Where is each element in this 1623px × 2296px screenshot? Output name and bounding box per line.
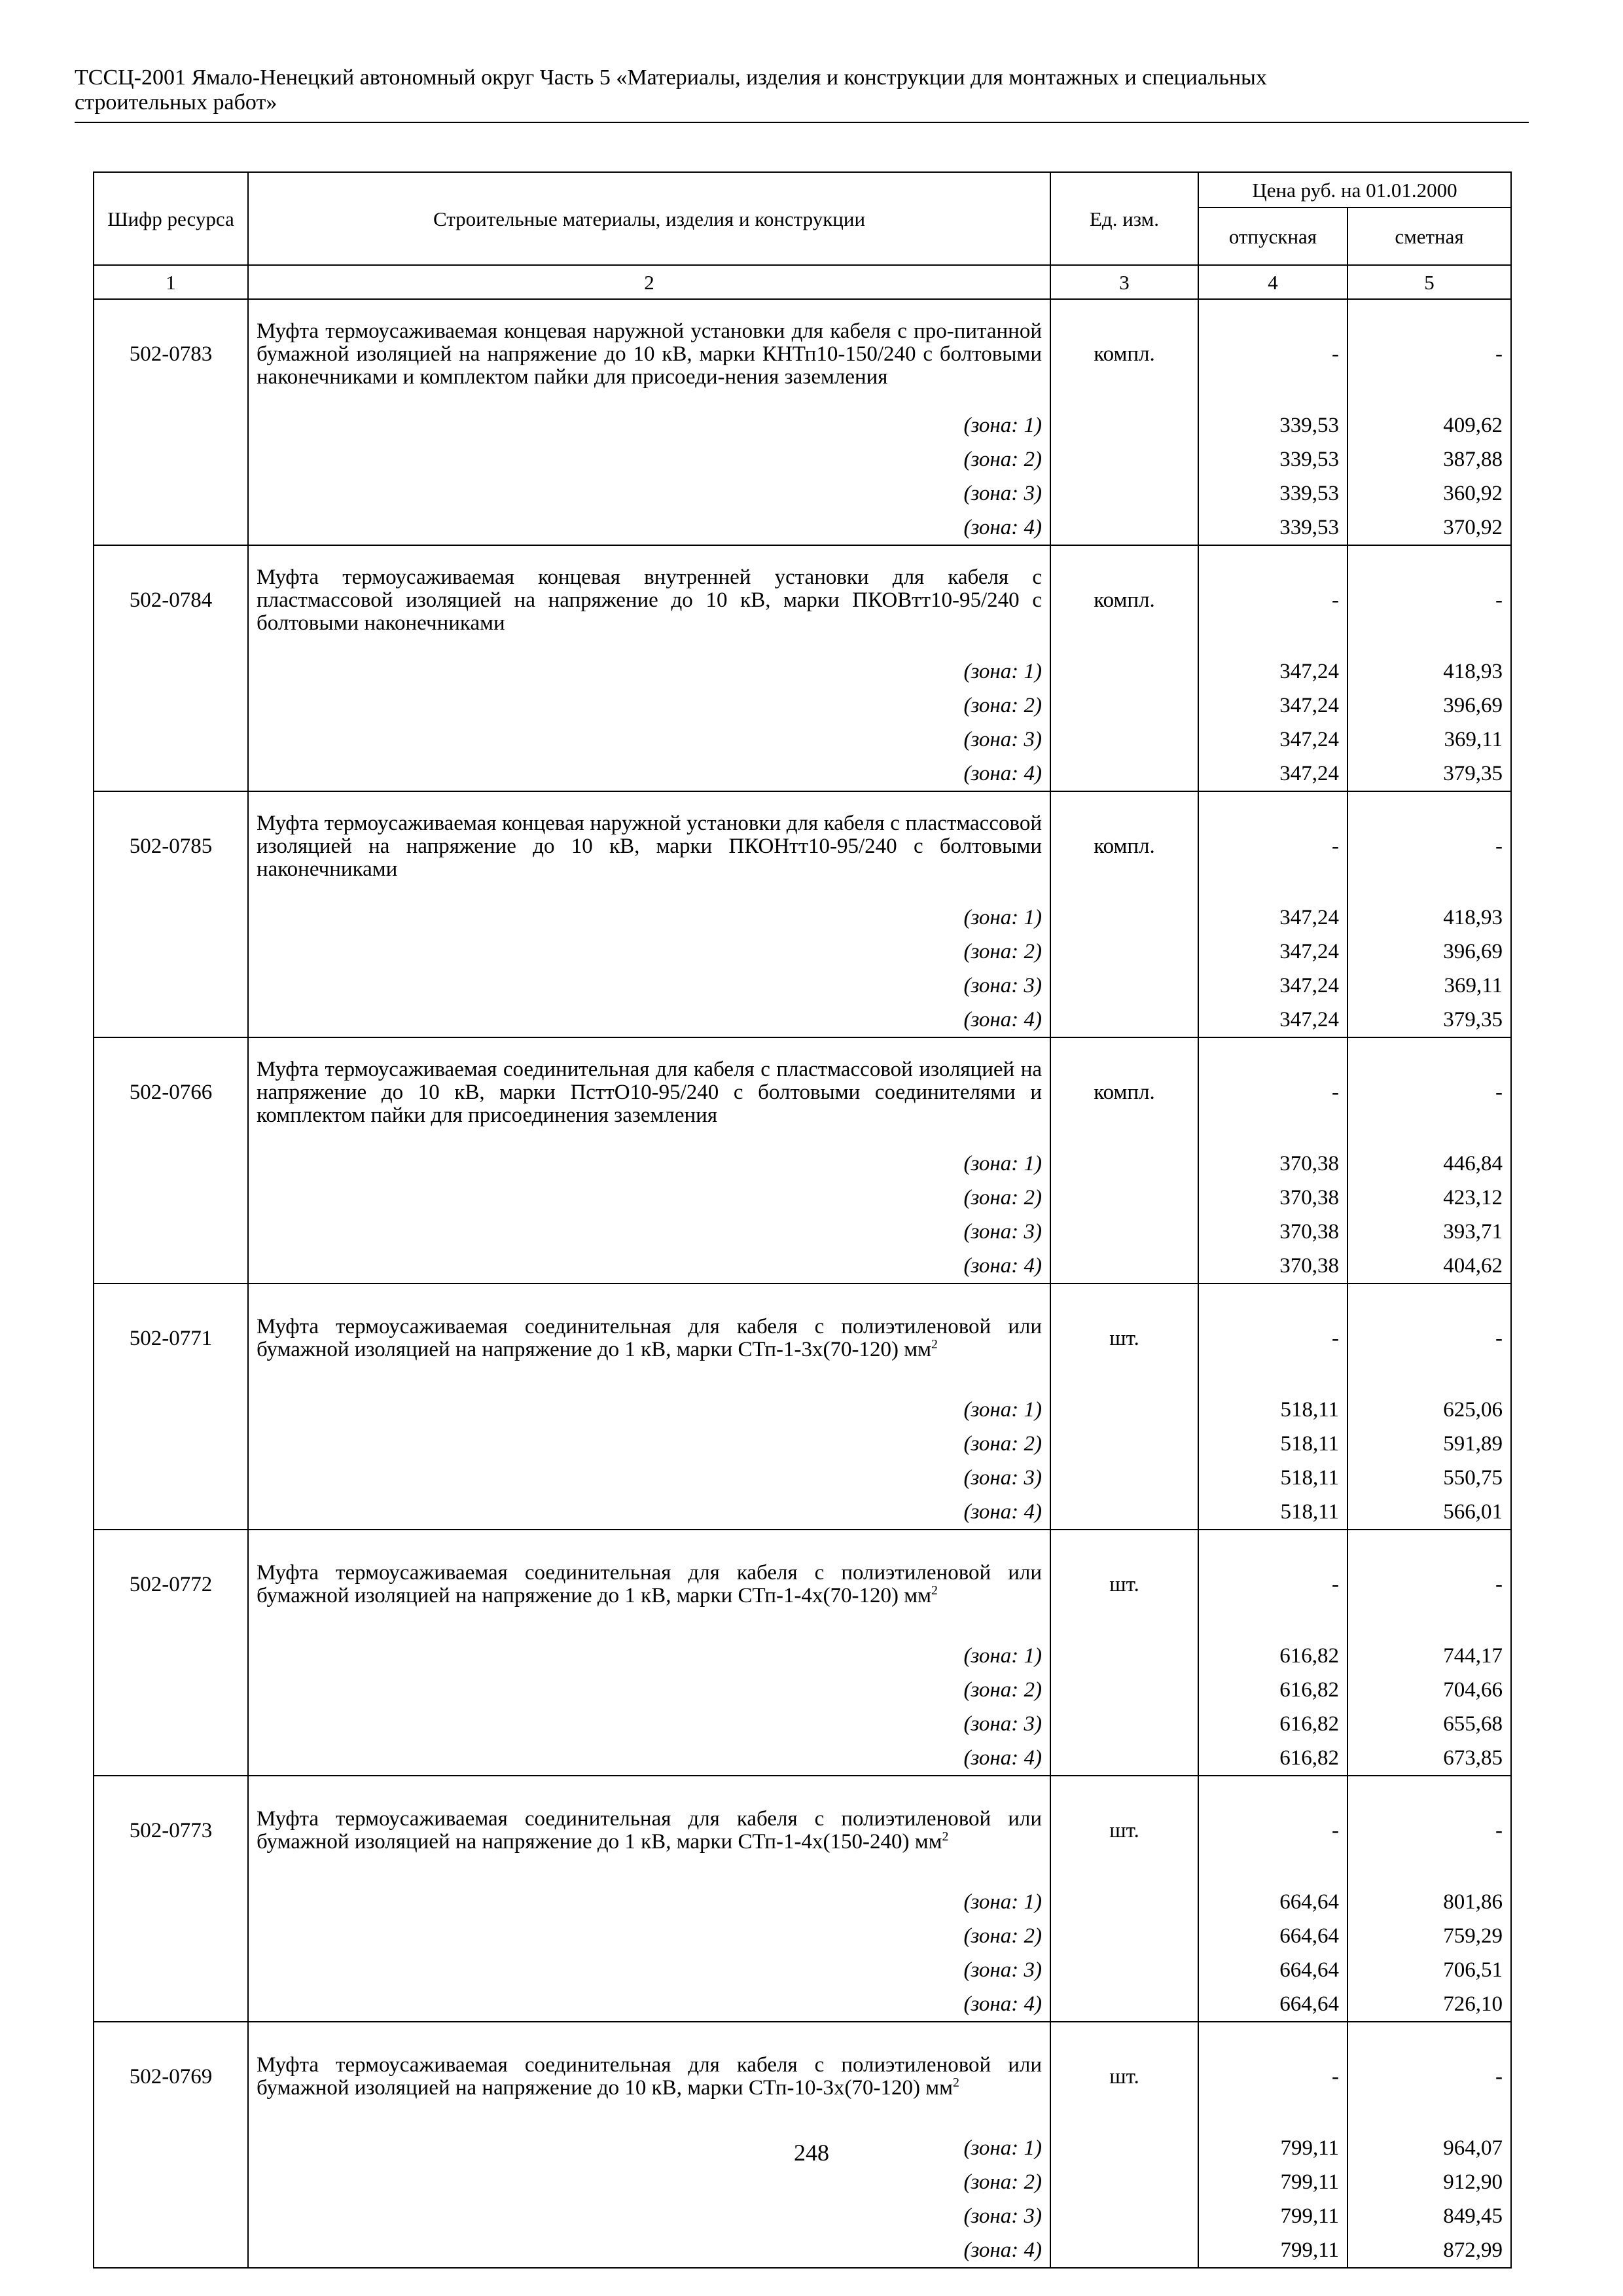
empty-cell — [94, 511, 248, 545]
empty-cell — [94, 1639, 248, 1673]
empty-cell — [1050, 1393, 1198, 1427]
material-name: Муфта термоусаживаемая соединительная для кабеля с полиэтиленовой или бумажной изоляцией на напряжение до 10 кВ, марки СТп-10-3х(70-120) мм — [257, 2053, 1042, 2100]
zone-release-price: 664,64 — [1198, 1885, 1347, 1919]
zone-label: (зона: 4) — [248, 1741, 1050, 1776]
zone-row — [94, 1461, 1511, 1495]
header-line-2: строительных работ» — [75, 90, 277, 115]
zone-release-price: 339,53 — [1198, 511, 1347, 545]
empty-cell — [94, 1249, 248, 1283]
zone-estimate-price: 446,84 — [1347, 1147, 1511, 1181]
empty-cell — [94, 689, 248, 723]
release-price: - — [1198, 299, 1347, 408]
resource-code: 502-0771 — [94, 1283, 248, 1393]
column-header-release-price: отпускная — [1198, 207, 1347, 265]
zone-release-price: 370,38 — [1198, 1249, 1347, 1283]
material-description — [248, 1283, 1050, 1393]
empty-cell — [1050, 1427, 1198, 1461]
table-row — [94, 1530, 1511, 1639]
table-row — [94, 545, 1511, 655]
material-name: Муфта термоусаживаемая концевая наружной установки для кабеля с пластмассовой изоляцией на напряжение до 10 кВ, марки ПКОНтт10-95/240 с болтовыми наконечниками — [257, 811, 1042, 881]
zone-label: (зона: 1) — [248, 655, 1050, 689]
empty-cell — [94, 1003, 248, 1037]
empty-cell — [94, 2165, 248, 2199]
zone-label: (зона: 4) — [248, 511, 1050, 545]
zone-release-price: 664,64 — [1198, 1919, 1347, 1953]
empty-cell — [94, 723, 248, 757]
zone-row — [94, 1215, 1511, 1249]
zone-row — [94, 2165, 1511, 2199]
zone-estimate-price: 872,99 — [1347, 2233, 1511, 2268]
release-price: - — [1198, 545, 1347, 655]
zone-label: (зона: 4) — [248, 2233, 1050, 2268]
material-name: Муфта термоусаживаемая концевая внутренней установки для кабеля с пластмассовой изоляцией на напряжение до 10 кВ, марки ПКОВтт10-95/240 с болтовыми наконечниками — [257, 565, 1042, 635]
zone-release-price: 370,38 — [1198, 1181, 1347, 1215]
zone-label: (зона: 1) — [248, 1885, 1050, 1919]
empty-cell — [1050, 757, 1198, 791]
unit-of-measure: шт. — [1050, 1283, 1198, 1393]
zone-label: (зона: 2) — [248, 442, 1050, 476]
empty-cell — [94, 969, 248, 1003]
zone-release-price: 616,82 — [1198, 1707, 1347, 1741]
release-price: - — [1198, 791, 1347, 901]
zone-label: (зона: 3) — [248, 476, 1050, 511]
empty-cell — [1050, 689, 1198, 723]
zone-label: (зона: 2) — [248, 1673, 1050, 1707]
zone-release-price: 518,11 — [1198, 1427, 1347, 1461]
zone-release-price: 664,64 — [1198, 1953, 1347, 1987]
estimate-price: - — [1347, 2022, 1511, 2131]
release-price: - — [1198, 1530, 1347, 1639]
empty-cell — [1050, 723, 1198, 757]
material-description — [248, 545, 1050, 655]
empty-cell — [1050, 655, 1198, 689]
empty-cell — [94, 655, 248, 689]
zone-release-price: 664,64 — [1198, 1987, 1347, 2022]
zone-estimate-price: 726,10 — [1347, 1987, 1511, 2022]
empty-cell — [1050, 935, 1198, 969]
empty-cell — [94, 935, 248, 969]
empty-cell — [1050, 1147, 1198, 1181]
zone-label: (зона: 3) — [248, 1707, 1050, 1741]
empty-cell — [1050, 901, 1198, 935]
empty-cell — [94, 1741, 248, 1776]
zone-release-price: 799,11 — [1198, 2199, 1347, 2233]
zone-release-price: 370,38 — [1198, 1215, 1347, 1249]
zone-estimate-price: 418,93 — [1347, 901, 1511, 935]
column-header-unit: Ед. изм. — [1050, 172, 1198, 265]
empty-cell — [94, 2199, 248, 2233]
resource-code: 502-0766 — [94, 1037, 248, 1147]
resource-code: 502-0769 — [94, 2022, 248, 2131]
empty-cell — [1050, 408, 1198, 442]
zone-row — [94, 1885, 1511, 1919]
empty-cell — [1050, 1919, 1198, 1953]
zone-estimate-price: 387,88 — [1347, 442, 1511, 476]
empty-cell — [94, 1147, 248, 1181]
zone-label: (зона: 3) — [248, 1953, 1050, 1987]
unit-of-measure: шт. — [1050, 1776, 1198, 1885]
zone-label: (зона: 4) — [248, 1495, 1050, 1530]
zone-estimate-price: 706,51 — [1347, 1953, 1511, 1987]
zone-label: (зона: 3) — [248, 2199, 1050, 2233]
zone-estimate-price: 396,69 — [1347, 689, 1511, 723]
zone-row — [94, 901, 1511, 935]
column-header-estimate-price: сметная — [1347, 207, 1511, 265]
zone-estimate-price: 849,45 — [1347, 2199, 1511, 2233]
zone-release-price: 339,53 — [1198, 408, 1347, 442]
zone-estimate-price: 379,35 — [1347, 1003, 1511, 1037]
zone-estimate-price: 566,01 — [1347, 1495, 1511, 1530]
zone-release-price: 518,11 — [1198, 1393, 1347, 1427]
zone-row — [94, 2199, 1511, 2233]
empty-cell — [1050, 1461, 1198, 1495]
material-name: Муфта термоусаживаемая концевая наружной установки для кабеля с про-питанной бумажной изоляцией на напряжение до 10 кВ, марки КНТп10-150/240 с болтовыми наконечниками и комплектом пайки для присоеди-нения заземления — [257, 319, 1042, 389]
zone-estimate-price: 625,06 — [1347, 1393, 1511, 1427]
zone-row — [94, 476, 1511, 511]
zone-estimate-price: 801,86 — [1347, 1885, 1511, 1919]
empty-cell — [1050, 1181, 1198, 1215]
unit-exponent: 2 — [952, 2075, 959, 2090]
empty-cell — [1050, 1741, 1198, 1776]
empty-cell — [94, 1673, 248, 1707]
empty-cell — [94, 1495, 248, 1530]
table-row — [94, 1037, 1511, 1147]
column-number: 4 — [1198, 265, 1347, 299]
unit-of-measure: компл. — [1050, 545, 1198, 655]
column-header-name: Строительные материалы, изделия и конструкции — [248, 172, 1050, 265]
empty-cell — [1050, 442, 1198, 476]
zone-release-price: 347,24 — [1198, 655, 1347, 689]
table-row — [94, 299, 1511, 408]
empty-cell — [1050, 2199, 1198, 2233]
empty-cell — [1050, 1987, 1198, 2022]
unit-of-measure: компл. — [1050, 791, 1198, 901]
empty-cell — [1050, 969, 1198, 1003]
zone-row — [94, 1987, 1511, 2022]
material-name: Муфта термоусаживаемая соединительная для кабеля с полиэтиленовой или бумажной изоляцией на напряжение до 1 кВ, марки СТп-1-4х(70-120) мм — [257, 1561, 1042, 1607]
material-name: Муфта термоусаживаемая соединительная для кабеля с полиэтиленовой или бумажной изоляцией на напряжение до 1 кВ, марки СТп-1-4х(150-240) мм — [257, 1807, 1042, 1854]
zone-row — [94, 689, 1511, 723]
unit-of-measure: шт. — [1050, 1530, 1198, 1639]
zone-label: (зона: 4) — [248, 1987, 1050, 2022]
zone-estimate-price: 550,75 — [1347, 1461, 1511, 1495]
zone-estimate-price: 369,11 — [1347, 723, 1511, 757]
zone-release-price: 347,24 — [1198, 689, 1347, 723]
column-header-price: Цена руб. на 01.01.2000 — [1198, 172, 1511, 207]
estimate-price: - — [1347, 791, 1511, 901]
table-row — [94, 791, 1511, 901]
zone-estimate-price: 369,11 — [1347, 969, 1511, 1003]
material-description — [248, 1530, 1050, 1639]
zone-row — [94, 757, 1511, 791]
zone-row — [94, 1003, 1511, 1037]
zone-label: (зона: 1) — [248, 901, 1050, 935]
material-name: Муфта термоусаживаемая соединительная для кабеля с полиэтиленовой или бумажной изоляцией на напряжение до 1 кВ, марки СТп-1-3х(70-120) мм — [257, 1315, 1042, 1361]
material-name: Муфта термоусаживаемая соединительная для кабеля с пластмассовой изоляцией на напряжение до 10 кВ, марки ПсттО10-95/240 с болтовыми соединителями и комплектом пайки для присоединения заземления — [257, 1057, 1042, 1127]
table-body — [94, 299, 1511, 2268]
release-price: - — [1198, 1037, 1347, 1147]
zone-row — [94, 1393, 1511, 1427]
column-number: 3 — [1050, 265, 1198, 299]
zone-label: (зона: 3) — [248, 1215, 1050, 1249]
empty-cell — [94, 1181, 248, 1215]
estimate-price: - — [1347, 1037, 1511, 1147]
empty-cell — [1050, 1249, 1198, 1283]
zone-row — [94, 1427, 1511, 1461]
zone-estimate-price: 409,62 — [1347, 408, 1511, 442]
resource-code: 502-0772 — [94, 1530, 248, 1639]
zone-estimate-price: 370,92 — [1347, 511, 1511, 545]
empty-cell — [94, 901, 248, 935]
zone-label: (зона: 3) — [248, 969, 1050, 1003]
zone-estimate-price: 673,85 — [1347, 1741, 1511, 1776]
empty-cell — [1050, 1639, 1198, 1673]
zone-label: (зона: 4) — [248, 1249, 1050, 1283]
unit-of-measure: шт. — [1050, 2022, 1198, 2131]
zone-estimate-price: 964,07 — [1347, 2131, 1511, 2165]
empty-cell — [1050, 1495, 1198, 1530]
empty-cell — [94, 1919, 248, 1953]
zone-release-price: 616,82 — [1198, 1639, 1347, 1673]
zone-release-price: 347,24 — [1198, 969, 1347, 1003]
unit-exponent: 2 — [942, 1829, 949, 1844]
column-number: 5 — [1347, 265, 1511, 299]
zone-row — [94, 442, 1511, 476]
zone-row — [94, 655, 1511, 689]
zone-row — [94, 1741, 1511, 1776]
table-header — [94, 172, 1511, 299]
zone-estimate-price: 591,89 — [1347, 1427, 1511, 1461]
zone-estimate-price: 744,17 — [1347, 1639, 1511, 1673]
resource-code: 502-0783 — [94, 299, 248, 408]
empty-cell — [1050, 1953, 1198, 1987]
empty-cell — [94, 1707, 248, 1741]
zone-estimate-price: 396,69 — [1347, 935, 1511, 969]
zone-release-price: 347,24 — [1198, 1003, 1347, 1037]
release-price: - — [1198, 1776, 1347, 1885]
unit-exponent: 2 — [931, 1583, 938, 1598]
empty-cell — [94, 757, 248, 791]
zone-release-price: 518,11 — [1198, 1495, 1347, 1530]
zone-estimate-price: 423,12 — [1347, 1181, 1511, 1215]
zone-release-price: 799,11 — [1198, 2131, 1347, 2165]
zone-label: (зона: 1) — [248, 2131, 1050, 2165]
zone-estimate-price: 759,29 — [1347, 1919, 1511, 1953]
empty-cell — [1050, 1673, 1198, 1707]
zone-row — [94, 408, 1511, 442]
column-number: 1 — [94, 265, 248, 299]
zone-release-price: 339,53 — [1198, 442, 1347, 476]
zone-release-price: 616,82 — [1198, 1741, 1347, 1776]
zone-row — [94, 935, 1511, 969]
empty-cell — [94, 1393, 248, 1427]
empty-cell — [94, 1953, 248, 1987]
empty-cell — [94, 1885, 248, 1919]
zone-row — [94, 1147, 1511, 1181]
empty-cell — [1050, 1215, 1198, 1249]
zone-estimate-price: 418,93 — [1347, 655, 1511, 689]
unit-exponent: 2 — [931, 1337, 938, 1352]
material-description — [248, 299, 1050, 408]
zone-label: (зона: 3) — [248, 1461, 1050, 1495]
zone-label: (зона: 2) — [248, 689, 1050, 723]
zone-label: (зона: 2) — [248, 935, 1050, 969]
zone-estimate-price: 655,68 — [1347, 1707, 1511, 1741]
empty-cell — [94, 2233, 248, 2268]
resource-code: 502-0773 — [94, 1776, 248, 1885]
empty-cell — [1050, 511, 1198, 545]
empty-cell — [1050, 476, 1198, 511]
zone-label: (зона: 2) — [248, 1919, 1050, 1953]
estimate-price: - — [1347, 545, 1511, 655]
empty-cell — [1050, 1707, 1198, 1741]
material-description — [248, 791, 1050, 901]
estimate-price: - — [1347, 1283, 1511, 1393]
empty-cell — [94, 1987, 248, 2022]
table-row — [94, 2022, 1511, 2131]
empty-cell — [94, 1427, 248, 1461]
material-description — [248, 1776, 1050, 1885]
zone-row — [94, 511, 1511, 545]
estimate-price: - — [1347, 1776, 1511, 1885]
zone-release-price: 799,11 — [1198, 2233, 1347, 2268]
empty-cell — [94, 442, 248, 476]
zone-release-price: 339,53 — [1198, 476, 1347, 511]
unit-of-measure: компл. — [1050, 1037, 1198, 1147]
empty-cell — [94, 476, 248, 511]
zone-release-price: 347,24 — [1198, 901, 1347, 935]
empty-cell — [1050, 2165, 1198, 2199]
zone-estimate-price: 379,35 — [1347, 757, 1511, 791]
table-row — [94, 1283, 1511, 1393]
zone-row — [94, 2233, 1511, 2268]
resource-code: 502-0785 — [94, 791, 248, 901]
zone-row — [94, 1495, 1511, 1530]
zone-label: (зона: 2) — [248, 2165, 1050, 2199]
zone-release-price: 799,11 — [1198, 2165, 1347, 2199]
zone-estimate-price: 404,62 — [1347, 1249, 1511, 1283]
empty-cell — [1050, 1003, 1198, 1037]
empty-cell — [1050, 2233, 1198, 2268]
release-price: - — [1198, 2022, 1347, 2131]
zone-release-price: 347,24 — [1198, 935, 1347, 969]
material-description — [248, 2022, 1050, 2131]
zone-label: (зона: 4) — [248, 757, 1050, 791]
resource-code: 502-0784 — [94, 545, 248, 655]
header-line-1: ТССЦ-2001 Ямало-Ненецкий автономный округ Часть 5 «Материалы, изделия и конструкции для монтажных и специальных — [75, 65, 1267, 90]
zone-label: (зона: 3) — [248, 723, 1050, 757]
zone-release-price: 518,11 — [1198, 1461, 1347, 1495]
zone-label: (зона: 1) — [248, 1147, 1050, 1181]
estimate-price: - — [1347, 299, 1511, 408]
zone-row — [94, 1639, 1511, 1673]
price-table — [93, 171, 1512, 2269]
zone-release-price: 347,24 — [1198, 723, 1347, 757]
zone-release-price: 347,24 — [1198, 757, 1347, 791]
zone-release-price: 370,38 — [1198, 1147, 1347, 1181]
zone-estimate-price: 393,71 — [1347, 1215, 1511, 1249]
zone-label: (зона: 1) — [248, 408, 1050, 442]
release-price: - — [1198, 1283, 1347, 1393]
column-number: 2 — [248, 265, 1050, 299]
zone-row — [94, 1919, 1511, 1953]
zone-label: (зона: 1) — [248, 1393, 1050, 1427]
header-divider — [75, 122, 1529, 123]
empty-cell — [94, 1461, 248, 1495]
zone-label: (зона: 4) — [248, 1003, 1050, 1037]
empty-cell — [1050, 1885, 1198, 1919]
empty-cell — [94, 408, 248, 442]
zone-estimate-price: 704,66 — [1347, 1673, 1511, 1707]
zone-row — [94, 1707, 1511, 1741]
unit-of-measure: компл. — [1050, 299, 1198, 408]
page-header — [75, 65, 1527, 115]
table-row — [94, 1776, 1511, 1885]
zone-label: (зона: 2) — [248, 1181, 1050, 1215]
zone-estimate-price: 360,92 — [1347, 476, 1511, 511]
empty-cell — [94, 1215, 248, 1249]
column-header-code: Шифр ресурса — [94, 172, 248, 265]
zone-row — [94, 969, 1511, 1003]
page-number: 248 — [794, 2140, 829, 2166]
zone-label: (зона: 1) — [248, 1639, 1050, 1673]
estimate-price: - — [1347, 1530, 1511, 1639]
zone-row — [94, 1249, 1511, 1283]
zone-row — [94, 1181, 1511, 1215]
zone-row — [94, 723, 1511, 757]
material-description — [248, 1037, 1050, 1147]
zone-estimate-price: 912,90 — [1347, 2165, 1511, 2199]
zone-label: (зона: 2) — [248, 1427, 1050, 1461]
zone-release-price: 616,82 — [1198, 1673, 1347, 1707]
zone-row — [94, 1673, 1511, 1707]
zone-row — [94, 1953, 1511, 1987]
